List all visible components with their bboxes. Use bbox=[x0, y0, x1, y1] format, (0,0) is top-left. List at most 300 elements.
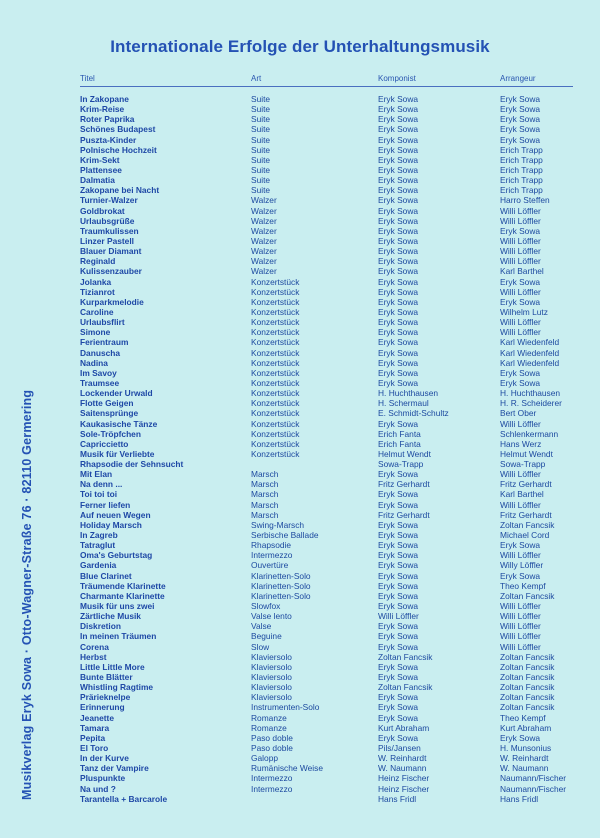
art-cell: Walzer bbox=[251, 205, 277, 216]
title-cell: Träumende Klarinette bbox=[80, 580, 166, 591]
art-cell: Beguine bbox=[251, 631, 282, 642]
table-row bbox=[0, 236, 600, 246]
arrangeur-cell: Eryk Sowa bbox=[500, 94, 541, 104]
title-cell: Rhapsodie der Sehnsucht bbox=[80, 459, 184, 470]
title-cell: Nadina bbox=[80, 357, 108, 368]
title-cell: Saitensprünge bbox=[80, 408, 139, 419]
table-row bbox=[0, 540, 600, 550]
komponist-cell: Eryk Sowa bbox=[378, 377, 419, 388]
art-cell: Klaviersolo bbox=[251, 661, 292, 672]
title-cell: Capriccietto bbox=[80, 438, 129, 449]
arrangeur-cell: Erich Trapp bbox=[500, 185, 543, 196]
arrangeur-cell: Naumann/Fischer bbox=[500, 773, 567, 784]
komponist-cell: Eryk Sowa bbox=[378, 225, 419, 236]
arrangeur-cell: Hans Fridl bbox=[500, 793, 539, 804]
komponist-cell: Eryk Sowa bbox=[378, 357, 419, 368]
komponist-cell: Eryk Sowa bbox=[378, 104, 419, 115]
komponist-cell: Eryk Sowa bbox=[378, 367, 419, 378]
table-row bbox=[0, 277, 600, 287]
arrangeur-cell: H. R. Scheiderer bbox=[500, 398, 562, 409]
header-arrangeur: Arrangeur bbox=[500, 74, 536, 83]
arrangeur-cell: Theo Kempf bbox=[500, 580, 546, 591]
title-cell: Flotte Geigen bbox=[80, 398, 134, 409]
title-cell: Plattensee bbox=[80, 164, 122, 175]
komponist-cell: Eryk Sowa bbox=[378, 499, 419, 510]
title-cell: Traumkulissen bbox=[80, 225, 139, 236]
title-cell: In meinen Träumen bbox=[80, 631, 157, 642]
arrangeur-cell: Eryk Sowa bbox=[500, 296, 541, 307]
table-row bbox=[0, 784, 600, 794]
table-row bbox=[0, 429, 600, 439]
komponist-cell: Eryk Sowa bbox=[378, 205, 419, 216]
arrangeur-cell: Zoltan Fancsik bbox=[500, 692, 555, 703]
art-cell: Rhapsodie bbox=[251, 540, 292, 551]
title-cell: Prärieknelpe bbox=[80, 692, 131, 703]
arrangeur-cell: Karl Wiedenfeld bbox=[500, 357, 560, 368]
table-row bbox=[0, 682, 600, 692]
table-row bbox=[0, 297, 600, 307]
title-cell: Holiday Marsch bbox=[80, 519, 142, 530]
art-cell: Klarinetten-Solo bbox=[251, 590, 311, 601]
arrangeur-cell: Willi Löffler bbox=[500, 621, 541, 632]
table-row bbox=[0, 348, 600, 358]
arrangeur-cell: Erich Trapp bbox=[500, 175, 543, 186]
title-cell: Traumsee bbox=[80, 377, 120, 388]
table-row bbox=[0, 145, 600, 155]
art-cell: Walzer bbox=[251, 266, 277, 277]
table-row bbox=[0, 520, 600, 530]
komponist-cell: Sowa-Trapp bbox=[378, 459, 424, 470]
komponist-cell: Eryk Sowa bbox=[378, 256, 419, 267]
title-cell: Tanz der Vampire bbox=[80, 763, 149, 774]
title-cell: Na und ? bbox=[80, 783, 116, 794]
arrangeur-cell: Willi Löffler bbox=[500, 641, 541, 652]
arrangeur-cell: Hans Werz bbox=[500, 438, 542, 449]
arrangeur-cell: Harro Steffen bbox=[500, 195, 550, 206]
art-cell: Walzer bbox=[251, 235, 277, 246]
art-cell: Suite bbox=[251, 175, 271, 186]
art-cell: Konzertstück bbox=[251, 367, 300, 378]
arrangeur-cell: Erich Trapp bbox=[500, 164, 543, 175]
komponist-cell: Willi Löffler bbox=[378, 611, 419, 622]
table-row bbox=[0, 642, 600, 652]
arrangeur-cell: Willi Löffler bbox=[500, 256, 541, 267]
art-cell: Serbische Ballade bbox=[251, 530, 319, 541]
table-row bbox=[0, 652, 600, 662]
title-cell: Krim-Reise bbox=[80, 104, 125, 115]
komponist-cell: Eryk Sowa bbox=[378, 489, 419, 500]
title-cell: Puszta-Kinder bbox=[80, 134, 137, 145]
title-cell: Toi toi toi bbox=[80, 489, 118, 500]
art-cell: Klaviersolo bbox=[251, 692, 292, 703]
art-cell: Konzertstück bbox=[251, 276, 300, 287]
komponist-cell: Eryk Sowa bbox=[378, 519, 419, 530]
arrangeur-cell: Eryk Sowa bbox=[500, 732, 541, 743]
art-cell: Suite bbox=[251, 164, 271, 175]
title-cell: Erinnerung bbox=[80, 702, 125, 713]
arrangeur-cell: Willi Löffler bbox=[500, 418, 541, 429]
table-row bbox=[0, 124, 600, 134]
art-cell: Klaviersolo bbox=[251, 651, 292, 662]
art-cell: Suite bbox=[251, 124, 271, 135]
arrangeur-cell: Willi Löffler bbox=[500, 499, 541, 510]
table-row bbox=[0, 449, 600, 459]
arrangeur-cell: Willi Löffler bbox=[500, 286, 541, 297]
art-cell: Konzertstück bbox=[251, 286, 300, 297]
title-cell: In Zakopane bbox=[80, 94, 129, 104]
title-cell: Jeanette bbox=[80, 712, 114, 723]
title-cell: Tarantella + Barcarole bbox=[80, 793, 168, 804]
table-row bbox=[0, 287, 600, 297]
art-cell: Instrumenten-Solo bbox=[251, 702, 320, 713]
arrangeur-cell: Willi Löffler bbox=[500, 469, 541, 480]
komponist-cell: Eryk Sowa bbox=[378, 134, 419, 145]
komponist-cell: Erich Fanta bbox=[378, 428, 421, 439]
art-cell: Intermezzo bbox=[251, 550, 293, 561]
arrangeur-cell: Eryk Sowa bbox=[500, 104, 541, 115]
arrangeur-cell: Willi Löffler bbox=[500, 235, 541, 246]
table-row bbox=[0, 246, 600, 256]
title-cell: Gardenia bbox=[80, 560, 117, 571]
title-cell: Musik für uns zwei bbox=[80, 601, 155, 612]
title-cell: Auf neuen Wegen bbox=[80, 509, 151, 520]
table-row bbox=[0, 723, 600, 733]
art-cell: Konzertstück bbox=[251, 428, 300, 439]
art-cell: Klarinetten-Solo bbox=[251, 570, 311, 581]
arrangeur-cell: Zoltan Fancsik bbox=[500, 661, 555, 672]
arrangeur-cell: Eryk Sowa bbox=[500, 124, 541, 135]
art-cell: Ouvertüre bbox=[251, 560, 289, 571]
arrangeur-cell: Karl Barthel bbox=[500, 489, 544, 500]
komponist-cell: Eryk Sowa bbox=[378, 550, 419, 561]
arrangeur-cell: Zoltan Fancsik bbox=[500, 590, 555, 601]
komponist-cell: Eryk Sowa bbox=[378, 144, 419, 155]
komponist-cell: Eryk Sowa bbox=[378, 276, 419, 287]
table-row bbox=[0, 439, 600, 449]
title-cell: Mit Elan bbox=[80, 469, 113, 480]
komponist-cell: H. Huchthausen bbox=[378, 388, 439, 399]
komponist-cell: Eryk Sowa bbox=[378, 246, 419, 257]
title-cell: Ferner liefen bbox=[80, 499, 131, 510]
art-cell: Konzertstück bbox=[251, 377, 300, 388]
title-cell: Charmante Klarinette bbox=[80, 590, 165, 601]
komponist-cell: Eryk Sowa bbox=[378, 601, 419, 612]
title-cell: Corena bbox=[80, 641, 109, 652]
art-cell: Konzertstück bbox=[251, 438, 300, 449]
title-cell: Polnische Hochzeit bbox=[80, 144, 157, 155]
komponist-cell: Eryk Sowa bbox=[378, 641, 419, 652]
komponist-cell: Eryk Sowa bbox=[378, 266, 419, 277]
table-row bbox=[0, 419, 600, 429]
table-row bbox=[0, 794, 600, 804]
title-cell: Goldbrokat bbox=[80, 205, 125, 216]
arrangeur-cell: H. Huchthausen bbox=[500, 388, 561, 399]
arrangeur-cell: Kurt Abraham bbox=[500, 722, 552, 733]
komponist-cell: Eryk Sowa bbox=[378, 540, 419, 551]
table-row bbox=[0, 479, 600, 489]
arrangeur-cell: Eryk Sowa bbox=[500, 134, 541, 145]
arrangeur-cell: Zoltan Fancsik bbox=[500, 651, 555, 662]
table-row bbox=[0, 216, 600, 226]
title-cell: Blue Clarinet bbox=[80, 570, 132, 581]
title-cell: Reginald bbox=[80, 256, 116, 267]
art-cell: Klarinetten-Solo bbox=[251, 580, 311, 591]
komponist-cell: Eryk Sowa bbox=[378, 337, 419, 348]
arrangeur-cell: Helmut Wendt bbox=[500, 448, 553, 459]
table-row bbox=[0, 601, 600, 611]
art-cell: Klaviersolo bbox=[251, 672, 292, 683]
title-cell: El Toro bbox=[80, 743, 109, 753]
table-row bbox=[0, 307, 600, 317]
art-cell: Walzer bbox=[251, 256, 277, 267]
title-cell: Little Little More bbox=[80, 661, 145, 672]
arrangeur-cell: Schlenkermann bbox=[500, 428, 559, 439]
table-row bbox=[0, 672, 600, 682]
title-cell: Na denn ... bbox=[80, 479, 123, 490]
art-cell: Konzertstück bbox=[251, 296, 300, 307]
table-row bbox=[0, 104, 600, 114]
arrangeur-cell: Willi Löffler bbox=[500, 601, 541, 612]
komponist-cell: Eryk Sowa bbox=[378, 195, 419, 206]
komponist-cell: Eryk Sowa bbox=[378, 672, 419, 683]
table-header bbox=[0, 74, 600, 86]
art-cell: Swing-Marsch bbox=[251, 519, 305, 530]
title-cell: Kurparkmelodie bbox=[80, 296, 144, 307]
table-row bbox=[0, 713, 600, 723]
arrangeur-cell: Willi Löffler bbox=[500, 550, 541, 561]
arrangeur-cell: Eryk Sowa bbox=[500, 114, 541, 125]
komponist-cell: Eryk Sowa bbox=[378, 154, 419, 165]
header-art: Art bbox=[251, 74, 262, 83]
komponist-cell: Eryk Sowa bbox=[378, 164, 419, 175]
komponist-cell: Eryk Sowa bbox=[378, 286, 419, 297]
art-cell: Konzertstück bbox=[251, 317, 300, 328]
title-cell: Sole-Tröpfchen bbox=[80, 428, 141, 439]
table-row bbox=[0, 368, 600, 378]
art-cell: Marsch bbox=[251, 479, 279, 490]
art-cell: Konzertstück bbox=[251, 448, 300, 459]
komponist-cell: Eryk Sowa bbox=[378, 560, 419, 571]
table-row bbox=[0, 530, 600, 540]
table-row bbox=[0, 206, 600, 216]
art-cell: Suite bbox=[251, 134, 271, 145]
table-row bbox=[0, 155, 600, 165]
komponist-cell: Eryk Sowa bbox=[378, 306, 419, 317]
art-cell: Walzer bbox=[251, 195, 277, 206]
table-row bbox=[0, 185, 600, 195]
arrangeur-cell: Willi Löffler bbox=[500, 317, 541, 328]
arrangeur-cell: Karl Barthel bbox=[500, 266, 544, 277]
table-row bbox=[0, 388, 600, 398]
table-row bbox=[0, 135, 600, 145]
title-cell: Turnier-Walzer bbox=[80, 195, 138, 206]
komponist-cell: Heinz Fischer bbox=[378, 783, 430, 794]
title-cell: Dalmatia bbox=[80, 175, 115, 186]
table-row bbox=[0, 560, 600, 570]
art-cell: Rumänische Weise bbox=[251, 763, 323, 774]
komponist-cell: Eryk Sowa bbox=[378, 185, 419, 196]
title-cell: Simone bbox=[80, 327, 111, 338]
komponist-cell: Fritz Gerhardt bbox=[378, 479, 430, 490]
table-row bbox=[0, 469, 600, 479]
art-cell: Romanze bbox=[251, 712, 287, 723]
title-cell: In Zagreb bbox=[80, 530, 118, 541]
title-cell: Lockender Urwald bbox=[80, 388, 153, 399]
table-row bbox=[0, 337, 600, 347]
art-cell: Romanze bbox=[251, 722, 287, 733]
komponist-cell: Kurt Abraham bbox=[378, 722, 430, 733]
komponist-cell: E. Schmidt-Schultz bbox=[378, 408, 449, 419]
komponist-cell: Eryk Sowa bbox=[378, 621, 419, 632]
art-cell: Konzertstück bbox=[251, 337, 300, 348]
arrangeur-cell: Erich Trapp bbox=[500, 144, 543, 155]
komponist-cell: Fritz Gerhardt bbox=[378, 509, 430, 520]
komponist-cell: Eryk Sowa bbox=[378, 124, 419, 135]
arrangeur-cell: Fritz Gerhardt bbox=[500, 509, 552, 520]
title-cell: Urlaubsflirt bbox=[80, 317, 125, 328]
title-cell: Kaukasische Tänze bbox=[80, 418, 158, 429]
komponist-cell: Erich Fanta bbox=[378, 438, 421, 449]
art-cell: Intermezzo bbox=[251, 773, 293, 784]
arrangeur-cell: Willi Löffler bbox=[500, 215, 541, 226]
arrangeur-cell: Zoltan Fancsik bbox=[500, 702, 555, 713]
art-cell: Klaviersolo bbox=[251, 682, 292, 693]
art-cell: Suite bbox=[251, 114, 271, 125]
arrangeur-cell: Willi Löffler bbox=[500, 327, 541, 338]
komponist-cell: Eryk Sowa bbox=[378, 712, 419, 723]
komponist-cell: Eryk Sowa bbox=[378, 175, 419, 186]
komponist-cell: Eryk Sowa bbox=[378, 530, 419, 541]
table-row bbox=[0, 459, 600, 469]
arrangeur-cell: Eryk Sowa bbox=[500, 276, 541, 287]
arrangeur-cell: Willi Löffler bbox=[500, 631, 541, 642]
art-cell: Konzertstück bbox=[251, 388, 300, 399]
komponist-cell: Helmut Wendt bbox=[378, 448, 431, 459]
art-cell: Konzertstück bbox=[251, 418, 300, 429]
title-cell: Jolanka bbox=[80, 276, 112, 287]
title-cell: Bunte Blätter bbox=[80, 672, 133, 683]
art-cell: Suite bbox=[251, 104, 271, 115]
komponist-cell: W. Naumann bbox=[378, 763, 427, 774]
komponist-cell: Eryk Sowa bbox=[378, 469, 419, 480]
art-cell: Konzertstück bbox=[251, 398, 300, 409]
arrangeur-cell: H. Munsonius bbox=[500, 743, 552, 753]
art-cell: Suite bbox=[251, 94, 271, 104]
art-cell: Konzertstück bbox=[251, 306, 300, 317]
title-cell: Krim-Sekt bbox=[80, 154, 120, 165]
komponist-cell: Pils/Jansen bbox=[378, 743, 421, 753]
title-cell: Linzer Pastell bbox=[80, 235, 134, 246]
title-cell: Oma's Geburtstag bbox=[80, 550, 153, 561]
art-cell: Konzertstück bbox=[251, 408, 300, 419]
komponist-cell: Eryk Sowa bbox=[378, 317, 419, 328]
page-title: Internationale Erfolge der Unterhaltungsmusik bbox=[110, 37, 490, 56]
table-row bbox=[0, 571, 600, 581]
publisher-address: Musikverlag Eryk Sowa · Otto-Wagner-Straße 76 · 82110 Germering bbox=[20, 389, 34, 800]
komponist-cell: Eryk Sowa bbox=[378, 631, 419, 642]
table-row bbox=[0, 581, 600, 591]
title-cell: Pluspunkte bbox=[80, 773, 126, 784]
komponist-cell: Eryk Sowa bbox=[378, 732, 419, 743]
table-row bbox=[0, 733, 600, 743]
header-divider bbox=[80, 86, 573, 87]
table-row bbox=[0, 692, 600, 702]
arrangeur-cell: W. Naumann bbox=[500, 763, 549, 774]
art-cell: Marsch bbox=[251, 489, 279, 500]
table-row bbox=[0, 611, 600, 621]
art-cell: Slowfox bbox=[251, 601, 281, 612]
art-cell: Walzer bbox=[251, 215, 277, 226]
komponist-cell: Eryk Sowa bbox=[378, 114, 419, 125]
komponist-cell: Eryk Sowa bbox=[378, 418, 419, 429]
table-row bbox=[0, 317, 600, 327]
title-cell: Urlaubsgrüße bbox=[80, 215, 135, 226]
art-cell: Paso doble bbox=[251, 732, 293, 743]
arrangeur-cell: W. Reinhardt bbox=[500, 753, 549, 764]
table-row bbox=[0, 743, 600, 753]
komponist-cell: Eryk Sowa bbox=[378, 94, 419, 104]
table-row bbox=[0, 114, 600, 124]
arrangeur-cell: Eryk Sowa bbox=[500, 377, 541, 388]
title-cell: Zakopane bei Nacht bbox=[80, 185, 160, 196]
table-row bbox=[0, 631, 600, 641]
arrangeur-cell: Eryk Sowa bbox=[500, 225, 541, 236]
art-cell: Slow bbox=[251, 641, 270, 652]
komponist-cell: Zoltan Fancsik bbox=[378, 682, 433, 693]
arrangeur-cell: Eryk Sowa bbox=[500, 367, 541, 378]
title-cell: Tizianrot bbox=[80, 286, 115, 297]
title-cell: Im Savoy bbox=[80, 367, 117, 378]
table-row bbox=[0, 621, 600, 631]
komponist-cell: Eryk Sowa bbox=[378, 570, 419, 581]
table-row bbox=[0, 753, 600, 763]
table-row bbox=[0, 327, 600, 337]
arrangeur-cell: Willi Löffler bbox=[500, 246, 541, 257]
komponist-cell: Eryk Sowa bbox=[378, 347, 419, 358]
komponist-cell: Eryk Sowa bbox=[378, 215, 419, 226]
arrangeur-cell: Willy Löffler bbox=[500, 560, 544, 571]
title-cell: Caroline bbox=[80, 306, 114, 317]
table-row bbox=[0, 94, 600, 104]
komponist-cell: W. Reinhardt bbox=[378, 753, 427, 764]
art-cell: Konzertstück bbox=[251, 357, 300, 368]
art-cell: Valse bbox=[251, 621, 272, 632]
table-row bbox=[0, 550, 600, 560]
table-row bbox=[0, 763, 600, 773]
table-row bbox=[0, 500, 600, 510]
title-cell: Herbst bbox=[80, 651, 107, 662]
art-cell: Galopp bbox=[251, 753, 279, 764]
table-row bbox=[0, 175, 600, 185]
title-cell: Roter Paprika bbox=[80, 114, 135, 125]
title-cell: Diskretion bbox=[80, 621, 121, 632]
title-cell: Tatraglut bbox=[80, 540, 116, 551]
title-cell: Tamara bbox=[80, 722, 110, 733]
arrangeur-cell: Erich Trapp bbox=[500, 154, 543, 165]
arrangeur-cell: Michael Cord bbox=[500, 530, 550, 541]
table-row bbox=[0, 358, 600, 368]
art-cell: Paso doble bbox=[251, 743, 293, 753]
works-table bbox=[0, 94, 600, 804]
arrangeur-cell: Zoltan Fancsik bbox=[500, 519, 555, 530]
table-row bbox=[0, 408, 600, 418]
table-row bbox=[0, 266, 600, 276]
title-cell: Musik für Verliebte bbox=[80, 448, 155, 459]
table-row bbox=[0, 510, 600, 520]
table-row bbox=[0, 378, 600, 388]
table-row bbox=[0, 165, 600, 175]
art-cell: Konzertstück bbox=[251, 327, 300, 338]
